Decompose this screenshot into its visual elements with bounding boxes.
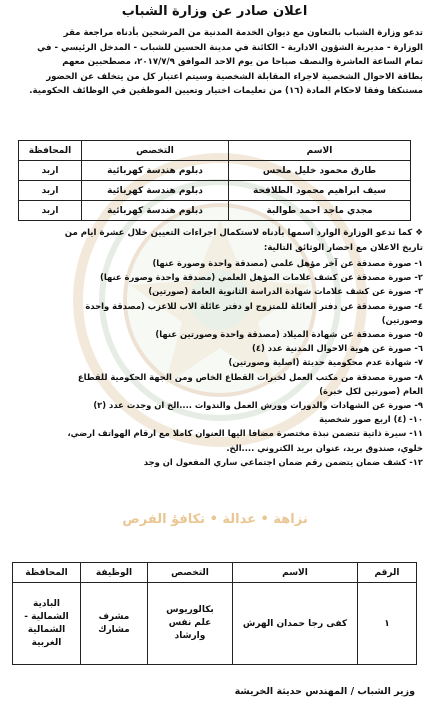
header-specialization: التخصص [82,141,229,161]
intro-line: مستنكفا وفقا لاحكام المادة (١٦) من تعليمات اختيار وتعيين الموظفين في الوظائف الحكومية. [29,86,423,97]
header-name: الاسم [233,563,358,583]
list-item: ٩- صورة عن الشهادات والدورات وورش العمل والندوات ....الخ ان وجدت عدد (٢) [93,400,423,411]
cell-governorate [13,583,81,665]
spec-line: بكالوريوس [166,605,214,615]
notice-line: تاريخ الاعلان مع احضار الوثائق التالية: [263,242,423,253]
table-row [19,181,411,201]
table-row [13,583,417,665]
intro-line: الوزارة - مديرية الشؤون الادارية - الكائنة في مدينة الحسين للشباب - المدخل الرئيسي - في [37,42,423,53]
cell-name: سيف ابراهيم محمود الطلافحة [229,181,411,201]
table-row [19,201,411,221]
header-governorate: المحافظة [13,563,81,583]
cell-specialization: دبلوم هندسة كهربائية [82,161,229,181]
list-item: ٥- صورة مصدقة عن شهادة الميلاد (مصدقة واحدة وصورتين عنها) [155,329,423,340]
gov-line: البادية [33,598,60,609]
intro-line: بطاقة الاحوال الشخصية لاجراء المقابلة الشخصية وسيتم اعتبار كل من يتخلف عن الحضور [46,71,423,82]
spec-line: علم نفس [168,618,212,628]
table-header-row [13,563,417,583]
list-item: ٤- صورة مصدقة عن دفتر العائلة للمتزوج او دفتر عائلة الاب للاعزب (مصدقة واحدة [85,300,423,311]
header-governorate: المحافظة [19,141,82,161]
gov-line: الشمالية [27,624,66,635]
list-item: ٧- شهادة عدم محكومية حديثة (اصلية وصورتين) [228,357,423,368]
intro-paragraph [6,26,423,99]
page-title: اعلان صادر عن وزارة الشباب [121,4,308,19]
list-item: ١- صورة مصدقة عن آخر مؤهل علمي (مصدقة واحدة وصورة عنها) [152,258,423,268]
cell-job [81,583,148,665]
list-item: ١٢- كشف ضمان يتضمن رقم ضمان اجتماعي ساري المفعول ان وجد [143,456,423,467]
list-item: وصورتين) [381,314,423,325]
header-job: الوظيفة [81,563,148,583]
intro-line: تدعو وزارة الشباب بالتعاون مع ديوان الخدمة المدنية من المرشحين بأدناه مراجعة مقر [63,28,423,38]
notice-paragraph [6,226,423,255]
gov-line: الشمالية - [24,611,69,622]
list-item: ١١- سيرة ذاتية تتضمن نبذة مختصرة مضافا اليها العنوان كاملا مع ارقام الهواتف ارضي، [67,428,423,439]
cell-specialization: دبلوم هندسة كهربائية [82,181,229,201]
notice-line: ❖ كما تدعو الوزارة الوارد اسمها بأدناه لاستكمال اجراءات التعيين خلال عشرة ايام من [64,228,423,238]
table-header-row [19,141,411,161]
gov-line: الغربية [31,637,62,648]
minister-signature: وزير الشباب / المهندس حديثة الخريشة [234,686,415,697]
cell-governorate: اربد [19,201,82,221]
job-line: مشارك [98,624,130,635]
job-line: مشرف [98,611,130,622]
table-row [19,161,411,181]
cell-number: ١ [358,583,417,665]
header-number: الرقم [358,563,417,583]
candidates-table [18,140,411,221]
list-item: ٨- صورة مصدقة من مكتب العمل لخبرات القطاع الخاص ومن الجهة الحكومية للقطاع [77,371,423,382]
intro-line: تمام الساعة العاشرة والنصف صباحا من يوم الاحد الموافق ٢٠١٧/٧/٩، مصطحبين معهم [62,57,423,68]
cell-name: كفى رجا حمدان الهرش [233,583,358,665]
spec-line: وارشاد [174,631,206,641]
list-item: ٦- صورة عن هوية الاحوال المدنية عدد (٤) [252,343,423,354]
appointment-table [12,562,417,665]
cell-name: مجدي ماجد احمد طوالبة [229,201,411,221]
cell-governorate: اربد [19,181,82,201]
cell-governorate: اربد [19,161,82,181]
header-name: الاسم [229,141,411,161]
list-item: خلوي، صندوق بريد، عنوان بريد الكتروني ....الخ. [226,442,423,453]
watermark-slogan: نزاهة • عدالة • تكافؤ الفرص [122,512,308,527]
list-item: ٢- صورة مصدقة عن كشف علامات المؤهل العلمي (مصدقة واحدة وصورة عنها) [100,272,423,283]
documents-list [6,256,423,469]
header-specialization: التخصص [148,563,233,583]
cell-specialization [148,583,233,665]
cell-name: طارق محمود خليل ملحس [229,161,411,181]
list-item: ١٠- (٤) اربع صور شخصية [319,414,423,425]
list-item: ٣- صورة عن كشف علامات شهادة الدراسة الثانوية العامة (صورتين) [148,286,423,297]
cell-specialization: دبلوم هندسة كهربائية [82,201,229,221]
list-item: العام (صورتين لكل خبرة) [319,385,423,396]
